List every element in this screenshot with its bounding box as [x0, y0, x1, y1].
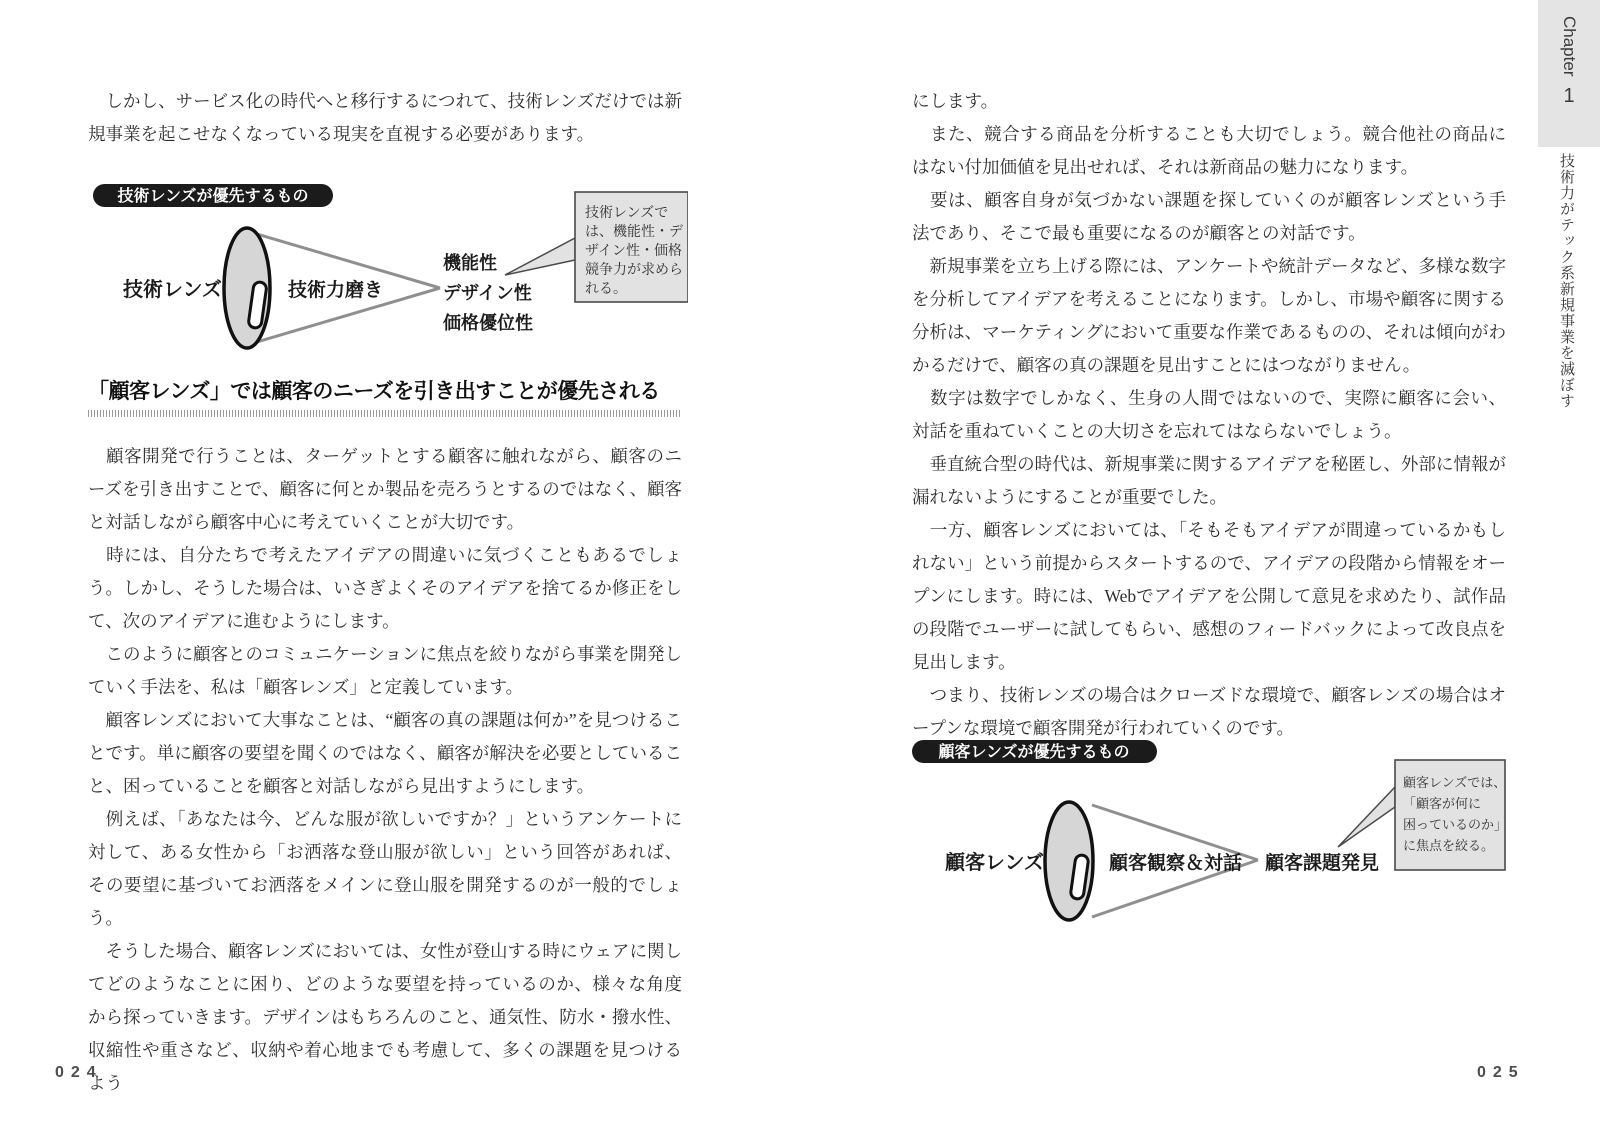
output-problem-discovery: 顧客課題発見: [1265, 853, 1380, 874]
output-price: 価格優位性: [443, 313, 533, 333]
output-design: デザイン性: [443, 283, 532, 303]
callout-line: 「顧客が何に: [1403, 796, 1482, 811]
paragraph: また、競合する商品を分析することも大切でしょう。競合他社の商品にはない付加価値を見出せれば、それは新商品の魅力になります。: [912, 124, 1506, 177]
lens-label: 顧客レンズ: [945, 852, 1044, 874]
chapter-word: Chapter: [1560, 16, 1579, 77]
chapter-number: 1: [1563, 85, 1575, 108]
paragraph: 時には、自分たちで考えたアイデアの間違いに気づくこともあるでしょう。しかし、そうした場合は、いさぎよくそのアイデアを捨てるか修正をして、次のアイデアに進むようにします。: [88, 545, 682, 631]
tech-lens-figure: [88, 180, 688, 370]
callout-line: 競争力が求めら: [585, 261, 683, 277]
cone-label: 顧客観察＆対話: [1109, 853, 1243, 874]
paragraph: にします。: [912, 91, 999, 111]
left-intro-paragraph: [88, 85, 682, 151]
paragraph: 例えば、「あなたは今、どんな服が欲しいですか？」というアンケートに対して、ある女性から「お洒落な登山服が欲しい」という回答があれば、その要望に基づいてお洒落をメインに登山服を開発するのが一般的でしょう。: [88, 809, 682, 928]
section-heading: 「顧客レンズ」では顧客のニーズを引き出すことが優先される: [88, 380, 660, 403]
lens-label: 技術レンズ: [123, 279, 222, 301]
left-body-text: [88, 440, 682, 1100]
callout-tail: [1338, 787, 1395, 847]
paragraph: 顧客レンズにおいて大事なことは、“顧客の真の課題は何か”を見つけることです。単に顧客の要望を聞くのではなく、顧客が解決を必要としていること、困っていることを顧客と対話しながら見出すようにします。: [88, 710, 682, 796]
callout-line: 顧客レンズでは、: [1403, 775, 1507, 790]
paragraph: このように顧客とのコミュニケーションに焦点を絞りながら事業を開発していく手法を、私は「顧客レンズ」と定義しています。: [88, 644, 682, 697]
paragraph: しかし、サービス化の時代へと移行するにつれて、技術レンズだけでは新規事業を起こせなくなっている現実を直視する必要があります。: [88, 91, 682, 144]
callout-line: ザイン性・価格: [585, 242, 683, 258]
customer-lens-diagram: [912, 735, 1512, 970]
paragraph: 新規事業を立ち上げる際には、アンケートや統計データなど、多様な数字を分析してアイデアを考えることになります。しかし、市場や顧客に関する分析は、マーケティングにおいて重要な作業であるものの、それは傾向がわかるだけで、顧客の真の課題を見出すことにはつながりません。: [912, 256, 1506, 375]
figure-label: 顧客レンズが優先するもの: [938, 744, 1130, 761]
section-heading-block: [88, 379, 682, 417]
right-body-text: [912, 85, 1506, 745]
callout-line: 技術レンズで: [585, 204, 669, 220]
page-number-right: 025: [1477, 1064, 1525, 1081]
cone-label: 技術力磨き: [288, 280, 384, 301]
output-functionality: 機能性: [443, 253, 497, 273]
heading-hatch-underline: [88, 410, 682, 417]
callout-line: れる。: [585, 280, 627, 296]
chapter-title: 技術力がテック系新規事業を滅ぼす: [1558, 153, 1575, 409]
paragraph: そうした場合、顧客レンズにおいては、女性が登山する時にウェアに関してどのようなことに困り、どのような要望を持っているのか、様々な角度から探っていきます。デザインはもちろんのこと、通気性、防水・撥水性、収縮性や重さなど、収納や着心地までも考慮して、多くの課題を見つけるよう: [88, 941, 682, 1093]
tech-lens-diagram: [88, 180, 688, 370]
customer-lens-figure: [912, 735, 1512, 970]
paragraph: つまり、技術レンズの場合はクローズドな環境で、顧客レンズの場合はオープンな環境で顧客開発が行われていくのです。: [912, 685, 1506, 738]
cone-upper-line: [1092, 805, 1258, 860]
callout-line: は、機能性・デ: [585, 223, 683, 239]
paragraph: 顧客開発で行うことは、ターゲットとする顧客に触れながら、顧客のニーズを引き出すことで、顧客に何とか製品を売ろうとするのではなく、顧客と対話しながら顧客中心に考えていくことが大切です。: [88, 446, 682, 532]
paragraph: 垂直統合型の時代は、新規事業に関するアイデアを秘匿し、外部に情報が漏れないようにすることが重要でした。: [912, 454, 1506, 507]
paragraph: 数字は数字でしかなく、生身の人間ではないので、実際に顧客に会い、対話を重ねていくことの大切さを忘れてはならないでしょう。: [912, 388, 1506, 441]
page-number-left: 024: [55, 1064, 103, 1081]
callout-tail: [505, 238, 575, 275]
chapter-tab: [1538, 0, 1600, 147]
paragraph: 要は、顧客自身が気づかない課題を探していくのが顧客レンズという手法であり、そこで最も重要になるのが顧客との対話です。: [912, 190, 1506, 243]
callout-line: に焦点を絞る。: [1403, 838, 1495, 853]
figure-label: 技術レンズが優先するもの: [117, 188, 309, 205]
callout-line: 困っているのか」: [1403, 817, 1508, 832]
paragraph: 一方、顧客レンズにおいては、「そもそもアイデアが間違っているかもしれない」という前提からスタートするので、アイデアの段階から情報をオープンにします。時には、Webでアイデアを公開して意見を求めたり、試作品の段階でユーザーに試してもらい、感想のフィードバックによって改良点を見出します。: [912, 520, 1506, 672]
